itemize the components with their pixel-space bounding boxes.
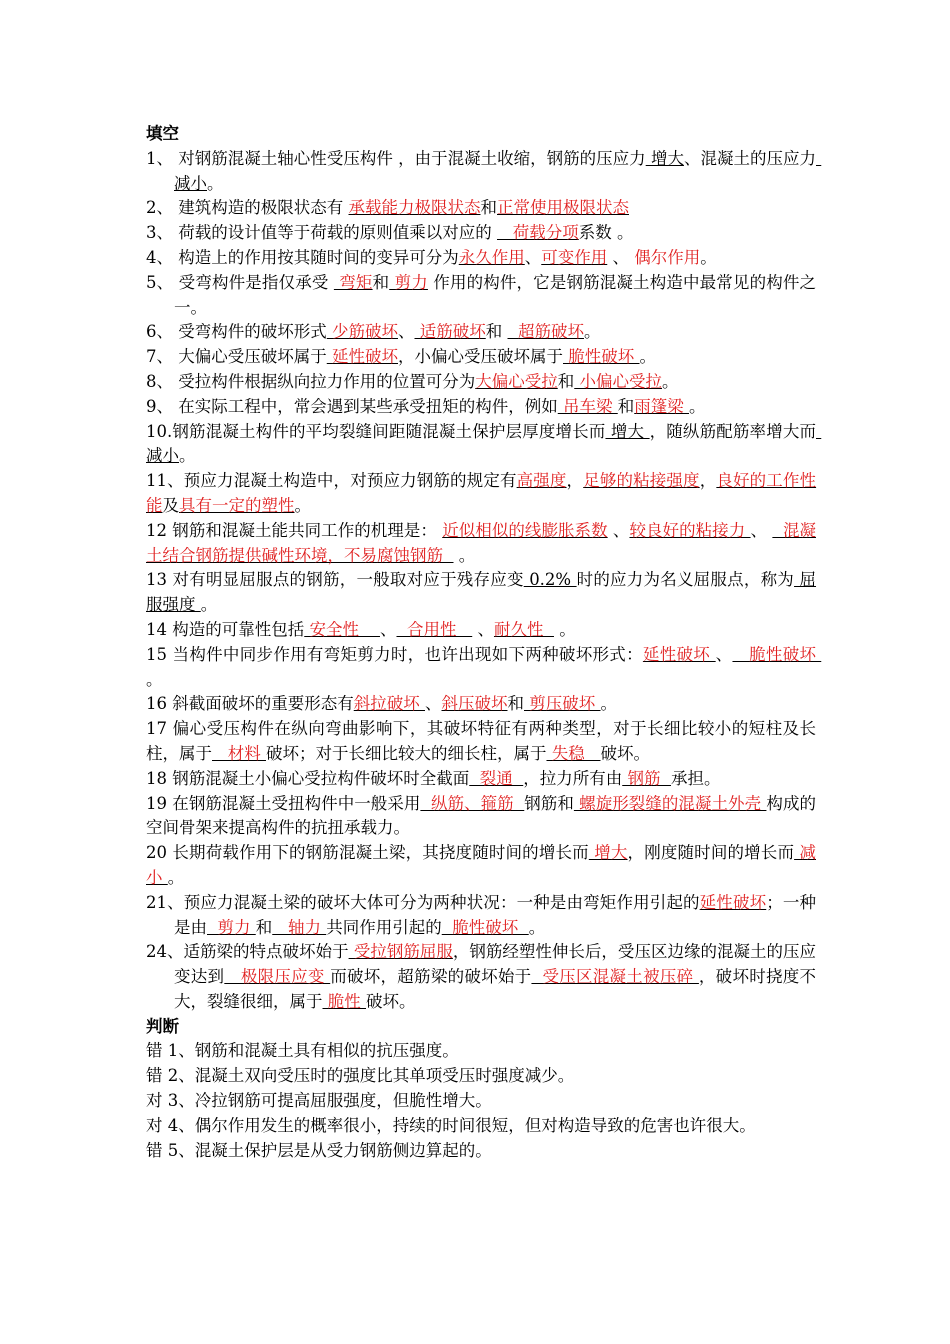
question-text: 。 (207, 173, 224, 193)
fill-in-item (146, 345, 816, 370)
question-text: 7、 大偏心受压破坏属于 (146, 347, 327, 367)
answer-blank: 承载能力极限状态 (348, 198, 481, 218)
answer-blank: 材料 (212, 743, 266, 763)
answer-blank: 正常使用极限状态 (497, 198, 629, 218)
question-text: 17 偏心受压构件在纵向弯曲影响下，其破坏特征有两种类型，对于长细比较小的短柱及长柱，属于 (146, 719, 816, 763)
question-text: 作用的构件，它是钢筋混凝土构造中最常见的构件之一。 (174, 272, 817, 317)
answer-blank: 可变作用 (541, 247, 608, 267)
fill-in-item (146, 221, 816, 246)
question-text: 15 当构件中同步作用有弯矩剪力时，也许出现如下两种破坏形式： (146, 644, 643, 664)
fill-in-item (146, 420, 822, 470)
fill-in-item (146, 271, 816, 321)
answer-blank: 适筋破坏 (414, 322, 486, 342)
fill-in-item (146, 469, 816, 519)
question-text: 4、 构造上的作用按其随时间的变异可分为 (146, 247, 459, 267)
answer-blank: 失稳 (546, 743, 601, 763)
question-text: 、 (379, 619, 397, 639)
question-text: 承担。 (670, 768, 721, 788)
question-text: 。 (639, 347, 656, 367)
answer-blank: 脆性 (322, 991, 366, 1011)
answer-blank: 纵筋、箍筋 (420, 793, 525, 813)
question-text: 构成的空间骨架来提高构件的抗扭承载力。 (146, 793, 817, 838)
question-text: 19 在钢筋混凝土受扭构件中一般采用 (146, 793, 421, 813)
question-text: 。 (179, 446, 196, 466)
question-text: 21、预应力混凝土梁的破坏大体可分为两种状况：一种是由弯矩作用引起的 (146, 892, 700, 912)
question-text: 3、 荷载的设计值等于荷载的原则值乘以对应的 (146, 223, 497, 243)
question-text: 。 (689, 396, 706, 416)
answer-blank: 减小 (174, 148, 822, 193)
question-text: 。 (700, 247, 717, 267)
answer-blank: 斜压破坏 (441, 694, 508, 714)
fill-in-item (146, 395, 816, 420)
answer-blank: 裂通 (469, 768, 524, 788)
question-text: 、 (472, 619, 494, 639)
answer-blank: 脆性破坏 (441, 917, 529, 937)
question-text: 和 (480, 198, 497, 218)
question-text: 、 (607, 247, 635, 267)
question-text: 、 (607, 520, 630, 540)
answer-blank: 超筋破坏 (507, 322, 584, 342)
answer-blank: 增大 (645, 148, 684, 168)
answer-blank: 剪力 (207, 917, 256, 937)
fill-in-item (146, 246, 816, 271)
fill-in-heading: 填空 (146, 124, 179, 143)
question-text: ，刚度随时间的增长而 (627, 843, 795, 863)
fill-in-item (146, 841, 816, 891)
question-text: 。 (167, 867, 185, 887)
answer-blank: 极限压应变 (224, 967, 331, 987)
question-text: 、混凝土的压应力 (683, 148, 816, 168)
question-text: 破坏。 (366, 991, 416, 1011)
question-text: 2、 建筑构造的极限状态有 (146, 198, 349, 218)
answer-blank: 良好的工作性能 (146, 471, 817, 515)
question-text: 。 (584, 322, 601, 342)
document-page (146, 122, 822, 1163)
answer-blank: 减小 (146, 843, 816, 887)
answer-blank: 增大 (588, 843, 628, 863)
judgment-list (146, 1039, 816, 1163)
fill-in-item (146, 891, 816, 941)
answer-blank: 受拉钢筋屈服 (348, 942, 453, 962)
question-text: 时的应力为名义屈服点，称为 (576, 570, 795, 590)
answer-blank: 足够的粘接强度 (583, 471, 700, 491)
question-text: 。 (528, 917, 546, 937)
fill-in-item (146, 643, 822, 693)
fill-in-item (146, 792, 816, 842)
question-text: ， (566, 471, 584, 491)
fill-in-item (146, 147, 822, 197)
question-text: 和 (507, 694, 524, 714)
judgment-item: 对 3、冷拉钢筋可提高屈服强度，但脆性增大。 (146, 1091, 492, 1111)
fill-in-item (146, 692, 816, 717)
answer-blank: 减小 (146, 421, 822, 466)
question-text: 。 (662, 371, 679, 391)
fill-in-item (146, 940, 816, 1014)
question-text: 和 (372, 272, 390, 292)
question-text: 13 对有明显屈服点的钢筋，一般取对应于残存应变 (146, 570, 524, 590)
question-text: 、 (425, 694, 442, 714)
answer-blank: 近似相似的线膨胀系数 (442, 520, 608, 540)
question-text: 1、 对钢筋混凝土轴心性受压构件 ，由于混凝土收缩，钢筋的压应力 (146, 148, 646, 168)
fill-in-item (146, 519, 816, 569)
answer-blank: 屈服强度 (146, 570, 817, 615)
question-text: 和 (617, 396, 635, 416)
answer-blank: 具有一定的塑性 (179, 495, 295, 515)
answer-blank: 高强度 (516, 471, 567, 491)
answer-blank: 偶尔作用 (634, 247, 701, 267)
fill-in-item (146, 320, 816, 345)
judgment-heading: 判断 (146, 1016, 179, 1036)
question-text: 和 (485, 322, 508, 342)
question-text: 及 (162, 495, 179, 515)
question-text: 破坏；对于长细比较大的细长柱，属于 (265, 743, 547, 763)
question-text: 24、适筋梁的特点破坏始于 (146, 942, 349, 962)
answer-blank: 少筋破坏 (326, 322, 398, 342)
question-text: 、 (524, 247, 542, 267)
answer-blank: 弯矩 (333, 272, 373, 292)
question-text: 8、 受拉构件根据纵向拉力作用的位置可分为 (146, 371, 476, 391)
answer-blank: 永久作用 (458, 247, 525, 267)
fill-in-item (146, 767, 816, 792)
question-text: 10.钢筋混凝土构件的平均裂缝间距随混凝土保护层厚度增长而 (146, 421, 606, 441)
answer-blank: 螺旋形裂缝的混凝土外壳 (573, 793, 767, 813)
question-text: 。 (600, 694, 617, 714)
question-text: ；一种是由 (174, 892, 817, 937)
question-text: 9、 在实际工程中，常会遇到某些承受扭矩的构件，例如 (146, 396, 558, 416)
answer-blank: 斜拉破坏 (353, 694, 425, 714)
question-text: ，破坏时挠度不大，裂缝很细，属于 (174, 967, 817, 1011)
question-text: 。 (294, 495, 311, 515)
question-text: 钢筋和 (524, 793, 574, 813)
answer-blank: 较良好的粘接力 (629, 520, 751, 540)
answer-blank: 0.2% (523, 570, 577, 590)
question-text: 20 长期荷载作用下的钢筋混凝土梁，其挠度随时间的增长而 (146, 843, 589, 863)
fill-in-item (146, 196, 816, 221)
fill-in-item (146, 717, 816, 767)
answer-blank: 剪压破坏 (524, 694, 601, 714)
answer-blank: 吊车梁 (557, 396, 618, 416)
answer-blank: 脆性破坏 (563, 347, 640, 367)
answer-blank: 轴力 (272, 917, 327, 937)
question-text: 而破坏，超筋梁的破坏始于 (330, 967, 532, 987)
answer-blank: 混凝土结合钢筋提供碱性环境，不易腐蚀钢筋 (146, 520, 816, 565)
question-text: 。 (553, 619, 576, 639)
question-text: 。 (200, 595, 218, 615)
question-text: 12 钢筋和混凝土能共同工作的机理是： (146, 520, 443, 540)
judgment-item: 错 5、混凝土保护层是从受力钢筋侧边算起的。 (146, 1140, 492, 1160)
question-text: 。 (146, 669, 163, 689)
question-text: ，拉力所有由 (523, 768, 623, 788)
answer-blank: 雨篷梁 (634, 396, 689, 416)
judgment-item: 错 2、混凝土双向受压时的强度比其单项受压时强度减少。 (146, 1066, 575, 1086)
answer-blank: 脆性破坏 (732, 644, 822, 664)
answer-blank: 小偏心受拉 (574, 371, 662, 391)
fill-in-item (146, 618, 816, 643)
question-text: ， (699, 471, 717, 491)
fill-in-item (146, 568, 816, 618)
judgment-item: 对 4、偶尔作用发生的概率很小，持续的时间很短，但对构造导致的危害也许很大。 (146, 1115, 756, 1135)
answer-blank: 延性破坏 (642, 644, 716, 664)
question-text: 、 (398, 322, 415, 342)
question-text: 和 (255, 917, 273, 937)
answer-blank: 钢筋 (622, 768, 671, 788)
answer-blank: 延性破坏 (699, 892, 767, 912)
fill-in-list (146, 147, 822, 1015)
answer-blank: 大偏心受拉 (475, 371, 558, 391)
answer-blank: 耐久性 (493, 619, 554, 639)
question-text: 共同作用引起的 (326, 917, 442, 937)
question-text: 14 构造的可靠性包括 (146, 619, 305, 639)
answer-blank: 安全性 (304, 619, 380, 639)
fill-in-item (146, 370, 816, 395)
question-text: ，钢筋经塑性伸长后，受压区边缘的混凝土的压应变达到 (174, 942, 817, 987)
answer-blank: 荷载分项 (497, 223, 579, 243)
question-text: 。 (453, 545, 476, 565)
question-text: ，随纵筋配筋率增大而 (649, 421, 816, 441)
question-text: 6、 受弯构件的破坏形式 (146, 322, 327, 342)
question-text: 和 (557, 371, 575, 391)
question-text: ，小偏心受压破坏属于 (398, 347, 563, 367)
question-text: 18 钢筋混凝土小偏心受拉构件破坏时全截面 (146, 768, 470, 788)
question-text: 16 斜截面破坏的重要形态有 (146, 694, 354, 714)
question-text: 5、 受弯构件是指仅承受 (146, 272, 334, 292)
answer-blank: 合用性 (396, 619, 473, 639)
question-text: 破坏。 (600, 743, 650, 763)
question-text: 、 (750, 520, 773, 540)
question-text: 11、预应力混凝土构造中，对预应力钢筋的规定有 (146, 471, 517, 491)
answer-blank: 增大 (605, 421, 650, 441)
answer-blank: 受压区混凝土被压碎 (531, 967, 699, 987)
judgment-item: 错 1、钢筋和混凝土具有相似的抗压强度。 (146, 1041, 459, 1061)
answer-blank: 延性破坏 (326, 347, 398, 367)
question-text: 、 (715, 644, 733, 664)
question-text: 系数 。 (578, 223, 634, 243)
answer-blank: 剪力 (389, 272, 428, 292)
